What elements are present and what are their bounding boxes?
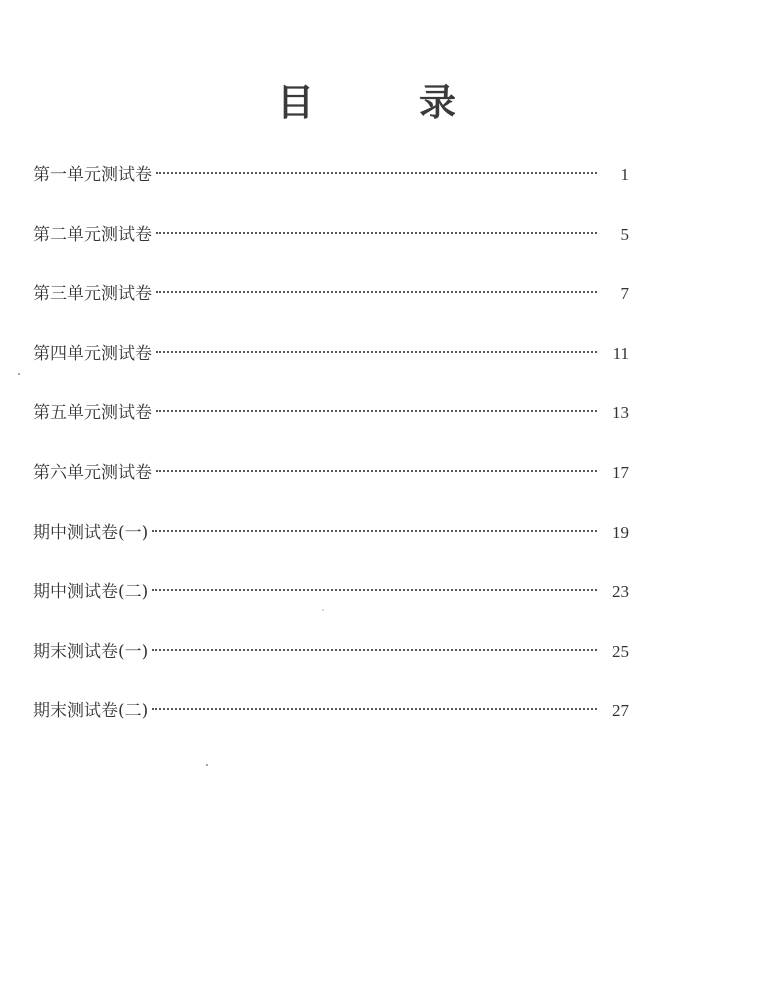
toc-entry[interactable] (33, 339, 629, 399)
toc-entry[interactable] (33, 577, 629, 637)
toc-entry[interactable] (33, 220, 629, 280)
table-of-contents (33, 160, 629, 756)
toc-entry[interactable] (33, 518, 629, 578)
page-title: 目 录 (277, 80, 490, 124)
toc-entry-page: 19 (612, 522, 629, 542)
scan-speck (322, 609, 324, 611)
toc-entry-title: 第四单元测试卷 (33, 343, 152, 364)
toc-entry-page: 5 (620, 224, 629, 244)
toc-entry-title: 期中测试卷(二) (33, 582, 149, 603)
dot-leader (152, 708, 597, 710)
toc-entry[interactable] (33, 398, 629, 458)
toc-entry-title: 第五单元测试卷 (33, 403, 152, 424)
toc-entry-title: 第二单元测试卷 (33, 224, 152, 245)
dot-leader (152, 649, 597, 651)
toc-entry-page: 27 (612, 701, 629, 721)
toc-entry-page: 13 (612, 403, 629, 423)
toc-entry-title: 期末测试卷(二) (33, 701, 149, 722)
toc-entry-page: 7 (620, 284, 629, 304)
toc-entry[interactable] (33, 696, 629, 756)
toc-entry-page: 1 (620, 165, 629, 184)
dot-leader (156, 172, 597, 174)
toc-entry[interactable] (33, 160, 629, 220)
toc-entry-title: 第三单元测试卷 (33, 284, 152, 305)
dot-leader (156, 351, 597, 353)
toc-entry-title: 第六单元测试卷 (33, 462, 152, 483)
toc-entry-title: 第一单元测试卷 (33, 165, 152, 185)
toc-entry-title: 期末测试卷(一) (33, 641, 149, 662)
toc-entry-page: 17 (612, 462, 629, 482)
dot-leader (156, 232, 597, 234)
toc-entry[interactable] (33, 637, 629, 697)
scan-speck (18, 373, 20, 375)
toc-entry[interactable] (33, 279, 629, 339)
dot-leader (152, 530, 597, 532)
toc-entry[interactable] (33, 458, 629, 518)
dot-leader (156, 470, 597, 472)
scan-speck (206, 764, 208, 766)
dot-leader (152, 589, 597, 591)
toc-entry-page: 23 (612, 582, 629, 602)
dot-leader (156, 291, 597, 293)
toc-entry-page: 11 (612, 343, 629, 363)
toc-entry-title: 期中测试卷(一) (33, 522, 149, 543)
dot-leader (156, 410, 597, 412)
toc-entry-page: 25 (612, 641, 629, 661)
